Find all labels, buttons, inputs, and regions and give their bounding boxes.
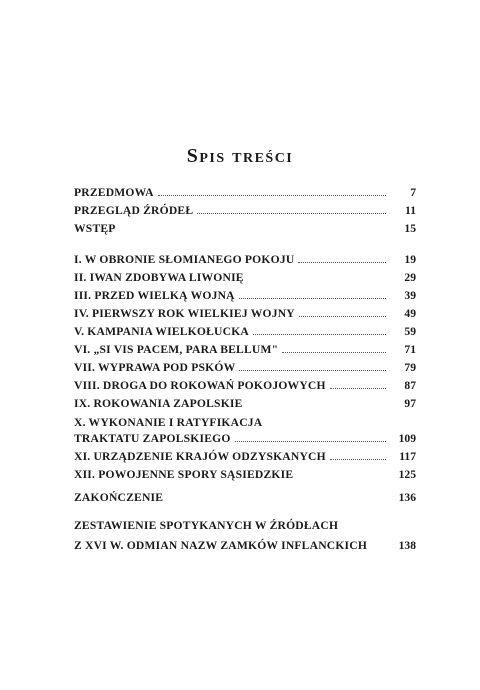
toc-entry-page: 79 <box>404 361 416 374</box>
toc-entry <box>74 181 416 199</box>
toc-entry <box>74 392 416 410</box>
toc-entry <box>74 284 416 302</box>
toc-entry-label: III. PRZED WIELKĄ WOJNĄ <box>74 289 235 302</box>
toc-entry-line2 <box>74 532 416 552</box>
leader-dots <box>197 213 386 214</box>
toc-entry-page: 117 <box>399 450 416 463</box>
toc-entry-label: XII. POWOJENNE SPORY SĄSIEDZKIE <box>74 468 294 481</box>
toc-group-chapters <box>74 248 416 481</box>
toc-entry <box>74 302 416 320</box>
toc-entry <box>74 199 416 217</box>
toc-entry-page: 109 <box>398 432 416 445</box>
toc-entry-line2 <box>74 429 416 445</box>
toc-entry <box>74 463 416 481</box>
leader-dots <box>239 298 386 299</box>
toc-group-conclusion <box>74 486 416 504</box>
toc-entry-page: 97 <box>404 397 416 410</box>
toc-entry-page: 29 <box>404 271 416 284</box>
toc-entry-page: 59 <box>404 325 416 338</box>
leader-dots <box>158 195 386 196</box>
toc-entry-page: 7 <box>410 186 416 199</box>
toc-entry-label: VIII. DROGA DO ROKOWAŃ POKOJOWYCH <box>74 379 326 392</box>
toc-entry <box>74 413 416 445</box>
leader-dots <box>298 262 386 263</box>
toc-entry <box>74 217 416 235</box>
toc-group-appendix <box>74 516 416 552</box>
toc-entry-label: WSTĘP <box>74 222 116 235</box>
leader-dots <box>299 316 386 317</box>
toc-entry-page: 71 <box>404 343 416 356</box>
toc-entry-label: I. W OBRONIE SŁOMIANEGO POKOJU <box>74 253 295 266</box>
toc-entry-page: 125 <box>398 468 416 481</box>
toc-entry-label-line2: TRAKTATU ZAPOLSKIEGO <box>74 432 231 445</box>
leader-dots <box>330 459 386 460</box>
toc-entry-page: 39 <box>404 289 416 302</box>
toc-entry-page: 138 <box>398 539 416 552</box>
toc-entry-label: IV. PIERWSZY ROK WIELKIEJ WOJNY <box>74 307 295 320</box>
toc-entry <box>74 445 416 463</box>
toc-entry <box>74 338 416 356</box>
toc-entry-label: V. KAMPANIA WIELKOŁUCKA <box>74 325 249 338</box>
toc-entry-label-line1: X. WYKONANIE I RATYFIKACJA <box>74 416 263 429</box>
toc-entry-label: ZAKOŃCZENIE <box>74 491 164 504</box>
page-title: Spis treści <box>186 145 294 167</box>
toc-entry-page: 11 <box>405 204 416 217</box>
toc-entry-label: PRZEGLĄD ŹRÓDEŁ <box>74 204 194 217</box>
toc-entry-label: II. IWAN ZDOBYWA LIWONIĘ <box>74 271 244 284</box>
toc-entry-label: VII. WYPRAWA POD PSKÓW <box>74 361 236 374</box>
toc-entry-label: PRZEDMOWA <box>74 186 154 199</box>
toc-entry <box>74 320 416 338</box>
leader-dots <box>330 388 386 389</box>
leader-dots <box>282 352 386 353</box>
toc-entry <box>74 266 416 284</box>
toc-entry-page: 19 <box>404 253 416 266</box>
leader-dots <box>253 334 386 335</box>
toc-entry-page: 15 <box>404 222 416 235</box>
toc-entry-label-line1: ZESTAWIENIE SPOTYKANYCH W ŹRÓDŁACH <box>74 519 339 532</box>
toc-entry-page: 87 <box>404 379 416 392</box>
toc-entry-page: 136 <box>398 491 416 504</box>
toc-entry-label: IX. ROKOWANIA ZAPOLSKIE <box>74 397 243 410</box>
toc-entry-label: XI. URZĄDZENIE KRAJÓW ODZYSKANYCH <box>74 450 326 463</box>
toc-group-front-matter <box>74 181 416 235</box>
toc-entry <box>74 486 416 504</box>
toc-entry-label-line2: Z XVI W. ODMIAN NAZW ZAMKÓW INFLANCKICH <box>74 539 368 552</box>
toc-entry <box>74 374 416 392</box>
toc-entry <box>74 248 416 266</box>
toc-entry-page: 49 <box>404 307 416 320</box>
leader-dots <box>239 370 386 371</box>
toc-entry-label: VI. „SI VIS PACEM, PARA BELLUM" <box>74 343 279 356</box>
toc-entry <box>74 356 416 374</box>
leader-dots <box>235 441 386 442</box>
